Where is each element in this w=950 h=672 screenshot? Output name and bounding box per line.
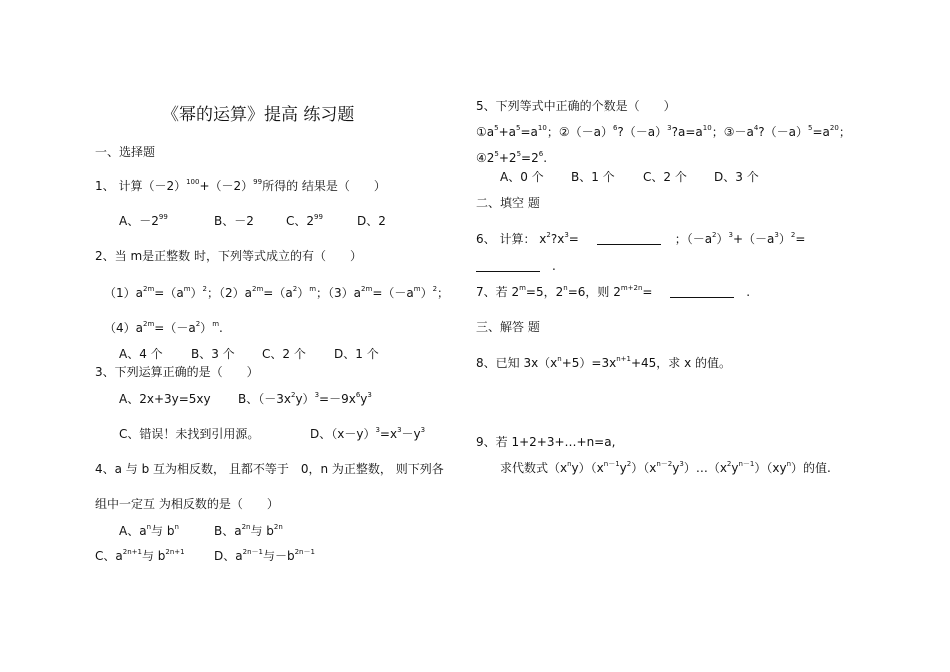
q5-seg: +a: [498, 125, 517, 139]
q6-seg: =: [795, 232, 806, 246]
q8-seg: +5）=3x: [561, 356, 617, 370]
q1-option-d-text: D、2: [357, 214, 386, 228]
q5-exp: 10: [537, 124, 547, 132]
q2-seg: ；（2）a: [207, 286, 253, 300]
q5-statements-line2: [476, 150, 547, 166]
q2-seg: ）: [420, 286, 433, 300]
q3-seg: D、（x－y）: [310, 427, 376, 441]
q7-seg: =5，2: [525, 285, 564, 299]
q5-exp: 20: [829, 124, 839, 132]
q2-option-b: B、3 个: [191, 347, 235, 361]
q1-exp-a: 100: [186, 178, 200, 186]
q4-exp: 2n－1: [242, 548, 263, 556]
q6-line2: [476, 258, 556, 274]
q2-seg: ；: [437, 286, 450, 300]
q6-exp: 2: [546, 231, 551, 239]
q4-seg: B、a: [214, 524, 242, 538]
q9-seg: ）（xy: [754, 461, 787, 475]
q5-statements-line1: [476, 124, 851, 140]
question-3: 3、下列运算正确的是（ ）: [95, 365, 259, 379]
q5-seg: ；: [838, 125, 851, 139]
q5-exp: 3: [667, 124, 672, 132]
q6-seg: ）: [716, 232, 729, 246]
q3-exp: 6: [355, 391, 361, 399]
question-4-line2: 组中一定互 为相反数的是（ ）: [95, 497, 279, 511]
q1-stem-a: 1、 计算（－2）: [95, 179, 187, 193]
q2-seg: =（－a: [372, 286, 414, 300]
q3-seg: =－9x: [319, 392, 356, 406]
q5-seg: =a: [520, 125, 538, 139]
question-9: 9、若 1+2+3+…+n=a,: [476, 435, 616, 449]
q8-seg: 8、已知 3x（x: [476, 356, 558, 370]
q6-seg: +（－a: [733, 232, 775, 246]
q2-statements-line1: [104, 285, 449, 301]
q7-end: .: [746, 285, 751, 299]
q1-option-c-text: C、2: [286, 214, 315, 228]
q5-exp: 5: [494, 124, 499, 132]
q7-answer-blank[interactable]: [670, 285, 734, 298]
q5-option-c: C、2 个: [643, 170, 687, 184]
q3-exp: 3: [397, 426, 402, 434]
q4-option-d: [214, 548, 315, 564]
q1-exp-b: 99: [253, 178, 263, 186]
q7-seg: 7、若 2: [476, 285, 520, 299]
q8-exp: n: [557, 355, 562, 363]
q2-seg: =（a: [154, 286, 184, 300]
q9-seg: y: [619, 461, 627, 475]
q5-seg: =a: [812, 125, 830, 139]
q5-exp: 5: [516, 150, 522, 158]
q5-seg: +2: [498, 151, 517, 165]
q7-exp: n: [563, 284, 568, 292]
question-2: 2、当 m是正整数 时，下列等式成立的有（ ）: [95, 249, 362, 263]
q2-option-c: C、2 个: [262, 347, 306, 361]
q5-exp: 10: [702, 124, 712, 132]
q1-option-b: [214, 213, 254, 229]
q2-exp: m: [309, 285, 317, 293]
q5-seg: ?（－a）: [758, 125, 809, 139]
q6-end: .: [552, 259, 556, 273]
q5-seg: ?a=a: [671, 125, 703, 139]
q9-exp: 2: [626, 460, 632, 468]
q2-seg: ；（3）a: [316, 286, 362, 300]
section-choice-heading: 一、选择题: [95, 145, 156, 159]
q1-option-a-text: A、－2: [119, 214, 159, 228]
q3-seg: －y: [401, 427, 421, 441]
q6-answer-blank-1[interactable]: [597, 232, 661, 245]
q6-seg: =: [568, 232, 579, 246]
q2-exp: 2m: [361, 285, 373, 293]
q5-option-d: D、3 个: [714, 170, 759, 184]
q7-seg: =6，则 2: [567, 285, 621, 299]
q2-exp: 2m: [143, 320, 155, 328]
section-answer-heading: 三、解答 题: [476, 320, 540, 334]
q2-option-d: D、1 个: [334, 347, 379, 361]
q9-exp: n－2: [656, 460, 673, 468]
q4-option-c: [95, 548, 185, 564]
question-4-line1: 4、a 与 b 互为相反数， 且都不等于 0，n 为正整数， 则下列各: [95, 462, 444, 476]
q5-exp: 5: [516, 124, 521, 132]
q9-exp: n: [786, 460, 792, 468]
q6-seg: ?x: [550, 232, 565, 246]
q4-seg: D、a: [214, 549, 243, 563]
q5-exp: 4: [753, 124, 759, 132]
q3-seg: B、（－3x: [238, 392, 291, 406]
q2-seg: ）: [297, 286, 310, 300]
q2-exp: m: [212, 320, 220, 328]
q6-exp: 3: [728, 231, 733, 239]
q4-exp: 2n－1: [294, 548, 315, 556]
q5-exp: 6: [538, 150, 544, 158]
q4-seg: 与－b: [262, 549, 295, 563]
q2-exp: 2: [432, 285, 438, 293]
q1-option-b-text: B、－2: [214, 214, 254, 228]
q4-option-a: [119, 523, 179, 539]
q5-seg: ；②（－a）: [546, 125, 613, 139]
q3-exp: 3: [375, 426, 380, 434]
q4-seg: 与 b: [151, 524, 175, 538]
q9-seg: 求代数式（x: [500, 461, 568, 475]
q5-seg: ①a: [476, 125, 495, 139]
q9-exp: 3: [679, 460, 684, 468]
q7-seg: =: [642, 285, 653, 299]
q6-seg: ）: [778, 232, 791, 246]
q9-seg: y）（x: [571, 461, 604, 475]
q9-exp: n－1: [738, 460, 755, 468]
q4-exp: n: [174, 523, 179, 531]
q7-exp: m+2n: [620, 284, 643, 292]
q5-exp: 6: [612, 124, 618, 132]
q2-exp: m: [183, 285, 191, 293]
q5-option-b: B、1 个: [571, 170, 615, 184]
q1-option-a-exp: 99: [158, 213, 168, 221]
q2-statements-line2: [104, 320, 223, 336]
q4-seg: A、a: [119, 524, 147, 538]
q8-exp: n+1: [616, 355, 631, 363]
q5-seg: ；③－a: [711, 125, 754, 139]
q2-seg: ）: [200, 321, 213, 335]
q6-answer-blank-2[interactable]: [476, 259, 540, 272]
q4-seg: C、a: [95, 549, 123, 563]
q7-exp: m: [519, 284, 526, 292]
q1-option-c: [286, 213, 323, 229]
q4-seg: 与 b: [141, 549, 166, 563]
q3-exp: 3: [420, 426, 426, 434]
q5-seg: ?（－a）: [617, 125, 668, 139]
q3-option-d: [310, 426, 425, 442]
q5-option-a: A、0 个: [500, 170, 544, 184]
q2-exp: 2: [292, 285, 298, 293]
q2-seg: （4）a: [104, 321, 143, 335]
q4-option-b: [214, 523, 283, 539]
q9-seg: ）的值.: [791, 461, 831, 475]
q6-seg: 6、 计算： x: [476, 232, 547, 246]
q5-exp: 5: [494, 150, 499, 158]
q2-seg: =（a: [263, 286, 293, 300]
q3-option-c: C、错误！未找到引用源。: [119, 427, 260, 441]
question-1: [95, 178, 386, 194]
question-8: [476, 355, 731, 371]
question-7: [476, 284, 750, 300]
q2-seg: （1）a: [104, 286, 143, 300]
section-fill-heading: 二、填空 题: [476, 196, 540, 210]
q4-exp: 2n: [241, 523, 251, 531]
q1-stem-b: +（－2）: [199, 179, 254, 193]
q3-option-b: [238, 391, 372, 407]
q9-seg: ）…（x: [683, 461, 727, 475]
q1-option-d: [357, 213, 386, 229]
q1-option-c-exp: 99: [314, 213, 323, 221]
q3-seg: y: [360, 392, 368, 406]
q5-seg: =2: [521, 151, 539, 165]
q1-stem-c: 所得的 结果是（ ）: [262, 179, 386, 193]
q4-seg: 与 b: [250, 524, 274, 538]
q3-exp: 3: [314, 391, 320, 399]
q9-exp: n－1: [603, 460, 620, 468]
q3-exp: 3: [367, 391, 372, 399]
q2-exp: 2: [202, 285, 208, 293]
q6-exp: 3: [774, 231, 779, 239]
q9-exp: 2: [726, 460, 732, 468]
q3-option-a: A、2x+3y=5xy: [119, 392, 211, 406]
q2-exp: m: [413, 285, 421, 293]
q8-seg: +45，求 x 的值。: [630, 356, 732, 370]
page-title: 《幂的运算》提高 练习题: [162, 105, 355, 125]
q3-seg: y）: [295, 392, 315, 406]
q4-exp: 2n+1: [165, 548, 185, 556]
q2-option-a: A、4 个: [119, 347, 163, 361]
q5-seg: .: [543, 151, 548, 165]
q6-seg: ；（－a: [674, 232, 713, 246]
q9-seg: y: [672, 461, 680, 475]
q6-exp: 3: [564, 231, 569, 239]
q4-exp: 2n+1: [122, 548, 142, 556]
q4-exp: 2n: [273, 523, 283, 531]
question-5: 5、下列等式中正确的个数是（ ）: [476, 99, 676, 113]
q4-exp: n: [146, 523, 152, 531]
q5-seg: ④2: [476, 151, 495, 165]
question-6: [476, 231, 805, 247]
q2-exp: 2m: [143, 285, 155, 293]
q2-exp: 2: [195, 320, 201, 328]
q1-option-a: [119, 213, 168, 229]
q3-exp: 2: [290, 391, 296, 399]
q6-exp: 2: [712, 231, 717, 239]
q2-seg: =（－a: [154, 321, 196, 335]
q2-seg: .: [219, 321, 223, 335]
q2-seg: ）: [190, 286, 203, 300]
q9-seg: y: [731, 461, 739, 475]
q6-exp: 2: [790, 231, 796, 239]
q9-exp: n: [567, 460, 572, 468]
q9-seg: ）（x: [631, 461, 657, 475]
q9-line2: [500, 460, 831, 476]
q3-seg: =x: [379, 427, 398, 441]
q5-exp: 5: [808, 124, 813, 132]
q2-exp: 2m: [252, 285, 264, 293]
